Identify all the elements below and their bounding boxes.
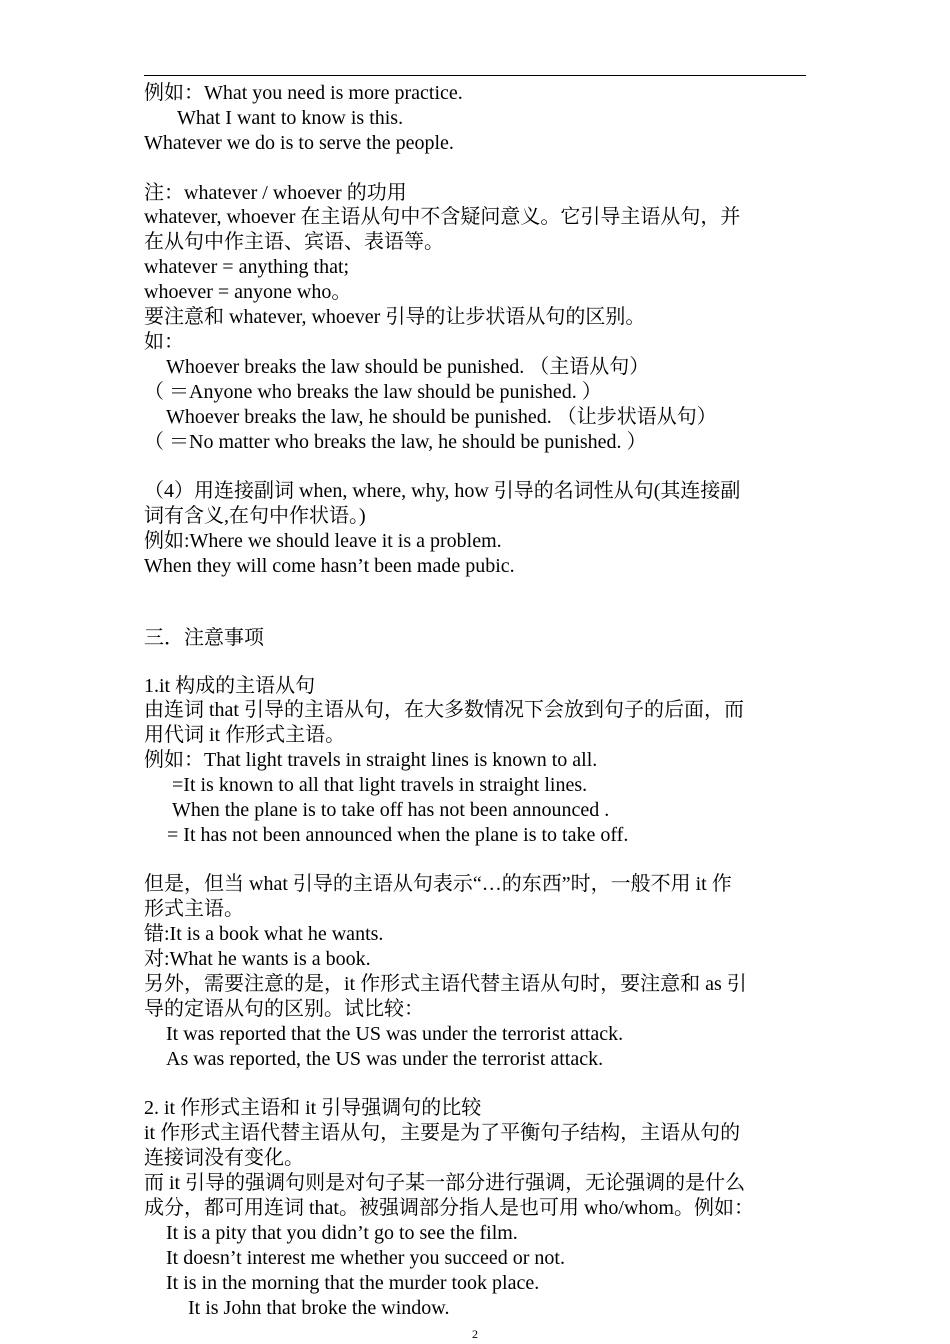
text-line: =It is known to all that light travels in straight lines. <box>172 774 588 796</box>
text-line: 在从句中作主语、宾语、表语等。 <box>144 231 444 253</box>
text-line: 另外，需要注意的是，it 作形式主语代替主语从句时，要注意和 as 引 <box>144 973 747 995</box>
text-line: 用代词 it 作形式主语。 <box>144 724 346 746</box>
text-line: 对:What he wants is a book. <box>144 948 371 970</box>
text-line: it 作形式主语代替主语从句，主要是为了平衡句子结构，主语从句的 <box>144 1122 741 1144</box>
text-line: It is John that broke the window. <box>188 1297 450 1319</box>
text-line: 导的定语从句的区别。试比较： <box>144 998 424 1020</box>
text-line: 连接词没有变化。 <box>144 1147 304 1169</box>
text-line: 如： <box>144 331 184 353</box>
text-line: When they will come hasn’t been made pubic. <box>144 555 515 577</box>
page-number: 2 <box>472 1327 478 1341</box>
text-line: When the plane is to take off has not been announced . <box>172 799 610 821</box>
text-line: （ ＝Anyone who breaks the law should be punished. ） <box>144 381 602 403</box>
text-line: 错:It is a book what he wants. <box>144 923 384 945</box>
text-line: It is a pity that you didn’t go to see the film. <box>166 1222 518 1244</box>
text-line: whoever = anyone who。 <box>144 281 352 303</box>
text-line: What I want to know is this. <box>177 107 404 129</box>
text-line: Whatever we do is to serve the people. <box>144 132 454 154</box>
text-line: 注：whatever / whoever 的功用 <box>144 182 407 204</box>
header-rule <box>144 75 806 76</box>
text-line: （ ＝No matter who breaks the law, he should be punished. ） <box>144 431 647 453</box>
text-line: 三．注意事项 <box>144 627 264 649</box>
text-line: 要注意和 whatever, whoever 引导的让步状语从句的区别。 <box>144 306 646 328</box>
text-line: 由连词 that 引导的主语从句，在大多数情况下会放到句子的后面，而 <box>144 699 744 721</box>
text-line: whatever, whoever 在主语从句中不含疑问意义。它引导主语从句，并 <box>144 206 741 228</box>
text-line: = It has not been announced when the plane is to take off. <box>167 824 629 846</box>
text-line: 成分，都可用连词 that。被强调部分指人是也可用 who/whom。例如： <box>144 1197 754 1219</box>
text-line: It is in the morning that the murder took place. <box>166 1272 540 1294</box>
text-line: It was reported that the US was under the terrorist attack. <box>166 1023 624 1045</box>
text-line: 例如：What you need is more practice. <box>144 82 463 104</box>
text-line: 例如:Where we should leave it is a problem. <box>144 530 502 552</box>
text-line: 例如：That light travels in straight lines is known to all. <box>144 749 598 771</box>
text-line: As was reported, the US was under the terrorist attack. <box>166 1048 604 1070</box>
text-line: whatever = anything that; <box>144 256 350 278</box>
text-line: It doesn’t interest me whether you succeed or not. <box>166 1247 565 1269</box>
text-line: 但是，但当 what 引导的主语从句表示“…的东西”时，一般不用 it 作 <box>144 873 732 895</box>
text-line: 1.it 构成的主语从句 <box>144 675 316 697</box>
text-line: 2. it 作形式主语和 it 引导强调句的比较 <box>144 1097 482 1119</box>
text-line: 而 it 引导的强调句则是对句子某一部分进行强调，无论强调的是什么 <box>144 1172 746 1194</box>
text-line: Whoever breaks the law should be punished. （主语从句） <box>166 356 650 378</box>
text-line: Whoever breaks the law, he should be punished. （让步状语从句） <box>166 406 717 428</box>
text-line: 词有含义,在句中作状语。) <box>144 505 366 527</box>
text-line: 形式主语。 <box>144 898 244 920</box>
text-line: （4）用连接副词 when, where, why, how 引导的名词性从句(其连接副 <box>144 480 741 502</box>
